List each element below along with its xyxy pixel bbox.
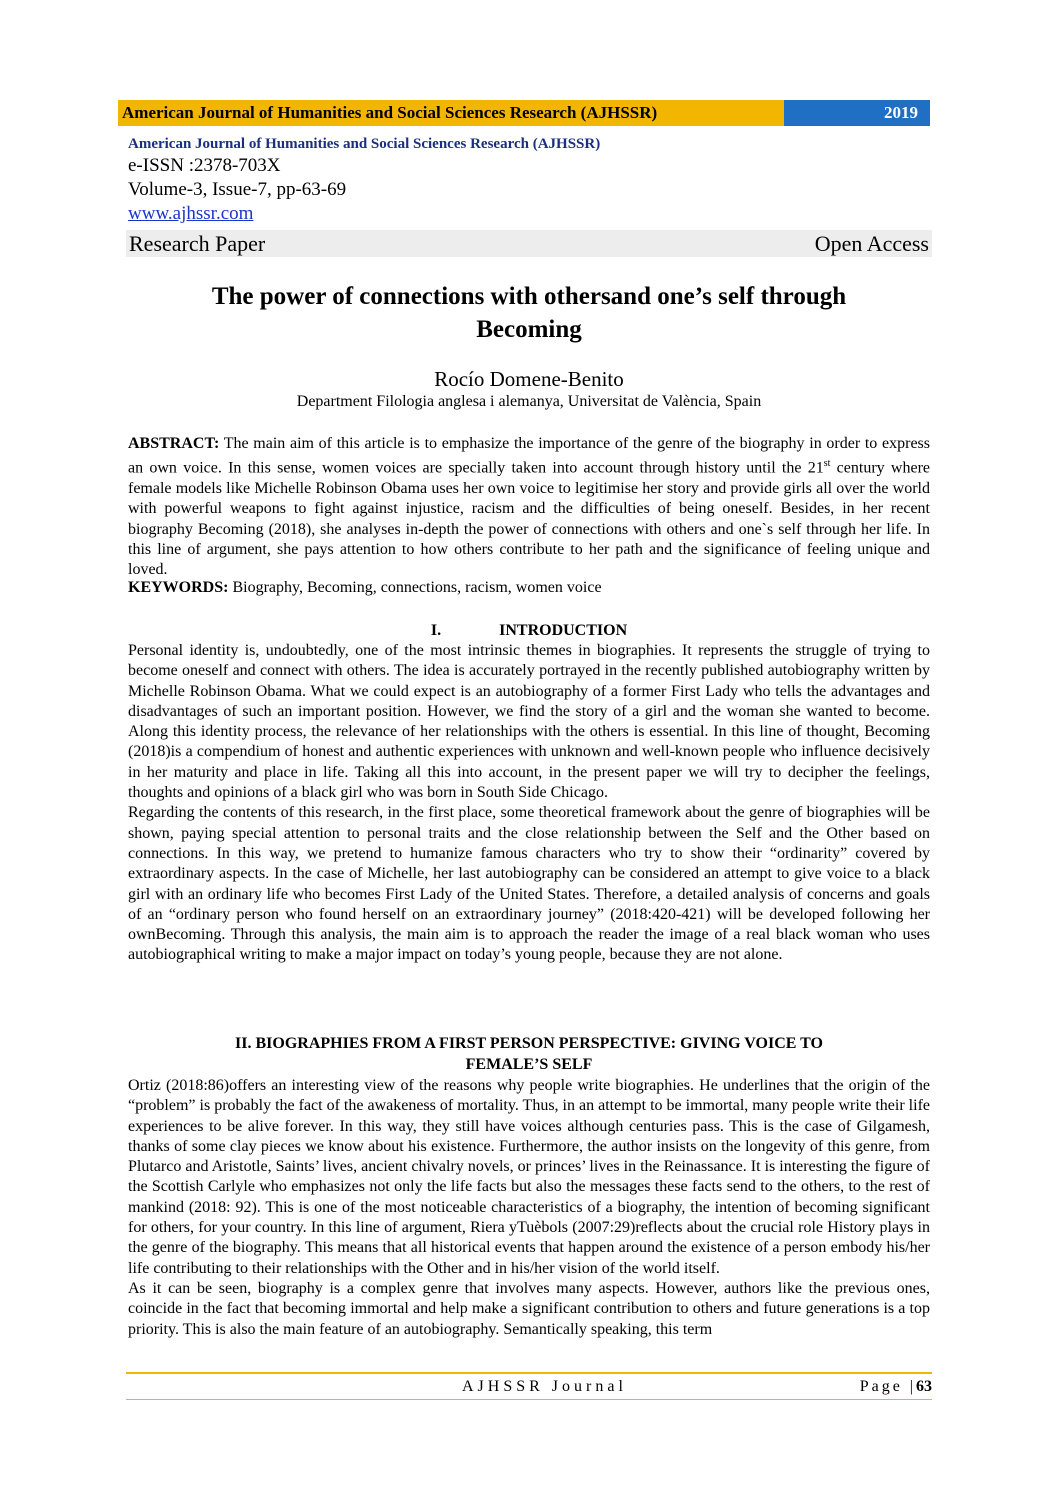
footer-rule-top	[126, 1372, 932, 1374]
journal-header-year: 2019	[784, 100, 930, 126]
footer-page-number: 63	[916, 1378, 932, 1395]
volume-issue: Volume-3, Issue-7, pp-63-69	[128, 179, 347, 200]
author-name: Rocío Domene-Benito	[434, 367, 624, 391]
author-affiliation: Department Filologia anglesa i alemanya, Universitat de València, Spain	[296, 393, 762, 410]
section-title: INTRODUCTION	[499, 622, 628, 639]
paper-title-line2: Becoming	[476, 316, 582, 343]
page-footer	[126, 1375, 932, 1399]
section-number: I.	[430, 622, 442, 639]
paper-type: Research Paper	[129, 230, 266, 256]
journal-info	[128, 134, 930, 225]
section-title-line2: FEMALE’S SELF	[465, 1056, 593, 1073]
abstract-superscript: st	[823, 458, 831, 470]
abstract-label: ABSTRACT:	[128, 435, 220, 452]
journal-website-link[interactable]: www.ajhssr.com	[128, 203, 254, 224]
section-heading-introduction	[128, 621, 930, 641]
paragraph: As it can be seen, biography is a complex genre that involves many aspects. However, authors like the previous ones, coincide in the fact that becoming immortal and help make a significant contribution to others and future generations is a top priority. This is also the main feature of an autobiography. Semantically speaking, this term	[128, 1279, 930, 1338]
abstract-text-part2: century where female models like Michelle Robinson Obama uses her own voice to legitimise her story and provide girls all over the world with powerful weapons to fight against injustice, racism and the difficulties of being oneself. Besides, in her recent biography Becoming (2018), she analyses in-depth the power of connections with others and one`s self through her life. In this line of argument, she pays attention to how others contribute to her path and the significance of feeling unique and loved.	[128, 459, 931, 579]
footer-page-label: Page |	[859, 1378, 916, 1395]
paper-title	[100, 280, 958, 346]
eissn: e-ISSN :2378-703X	[128, 155, 281, 176]
journal-header-bar	[118, 100, 930, 126]
footer-page	[860, 1375, 932, 1399]
abstract	[128, 434, 930, 580]
keywords	[128, 578, 930, 598]
abstract-text-part1: The main aim of this article is to emphasize the importance of the genre of the biography in order to express an own voice. In this sense, women voices are specially taken into account through history until the 21	[128, 435, 930, 477]
paragraph: Personal identity is, undoubtedly, one of the most intrinsic themes in biographies. It represents the struggle of trying to become oneself and connect with others. The idea is accurately portrayed in the recently published autobiography written by Michelle Robinson Obama. What we could expect is an autobiography of a former First Lady who tells the advantages and disadvantages of such an important position. However, we find the story of a girl and the woman she wanted to become. Along this identity process, the relevance of her relationships with the others is essential. In this line of thought, Becoming (2018)is a compendium of honest and authentic experiences with unknown and well-known people who influence decisively in her maturity and place in life. Taking all this into account, in the present paper we will try to decipher the feelings, thoughts and opinions of a black girl who was born in South Side Chicago.	[128, 642, 930, 802]
keywords-text: Biography, Becoming, connections, racism, women voice	[228, 579, 602, 596]
introduction-body	[128, 641, 930, 966]
paragraph: Regarding the contents of this research, in the first place, some theoretical framework about the genre of biographies will be shown, paying special attention to personal traits and the close relationship between the Self and the Other based on connections. In this way, we pretend to humanize famous characters who try to show their “ordinarity” covered by extraordinary aspects. In the case of Michelle, her last autobiography can be considered an attempt to give voice to a black girl with an ordinary life who becomes First Lady of the United States. Therefore, a detailed analysis of concerns and goals of an “ordinary person who found herself on an extraordinary journey” (2018:420-421) will be developed following her ownBecoming. Through this analysis, the main aim is to approach the reader the image of a real black woman who uses autobiographical writing to make a major impact on today’s young people, because they are not alone.	[128, 804, 930, 964]
paragraph: Ortiz (2018:86)offers an interesting view of the reasons why people write biographies. He underlines that the origin of the “problem” is probably the fact of the awakeness of mortality. Thus, in an attempt to be immortal, many people write their life experiences to be alive forever. In this way, they still have voices although centuries pass. This is the case of Gilgamesh, thanks of some clay pieces we know about his existence. Furthermore, the author insists on the longevity of this genre, from Plutarco and Aristotle, Saints’ lives, ancient chivalry novels, or princes’ lives in the Reinassance. It is interesting the figure of the Scottish Carlyle who emphasizes not only the life facts but also the messages these facts send to the others, to the rest of mankind (2018: 92). This is one of the most noticeable characteristics of a biography, the intention of becoming significant for others, for your country. In this line of argument, Riera yTuèbols (2007:29)reflects about the crucial role History plays in the genre of the biography. This means that all historical events that happen around the existence of a person embody his/her life contributing to their relationships with the Other and in his/her vision of the world itself.	[128, 1077, 930, 1277]
biographies-body	[128, 1076, 930, 1340]
paper-title-line1: The power of connections with othersand one’s self through	[211, 283, 847, 310]
journal-header-name: American Journal of Humanities and Social Sciences Research (AJHSSR)	[118, 100, 784, 126]
keywords-label: KEYWORDS:	[128, 579, 229, 596]
access-type: Open Access	[814, 230, 929, 256]
section-title-line1: II. BIOGRAPHIES FROM A FIRST PERSON PERSPECTIVE: GIVING VOICE TO	[235, 1035, 823, 1052]
journal-full-name: American Journal of Humanities and Social Sciences Research (AJHSSR)	[128, 136, 601, 152]
section-heading-biographies	[128, 1033, 930, 1075]
paper-type-bar	[126, 230, 932, 257]
footer-rule-bottom	[126, 1399, 932, 1400]
footer-journal: AJHSSR Journal	[462, 1378, 627, 1395]
